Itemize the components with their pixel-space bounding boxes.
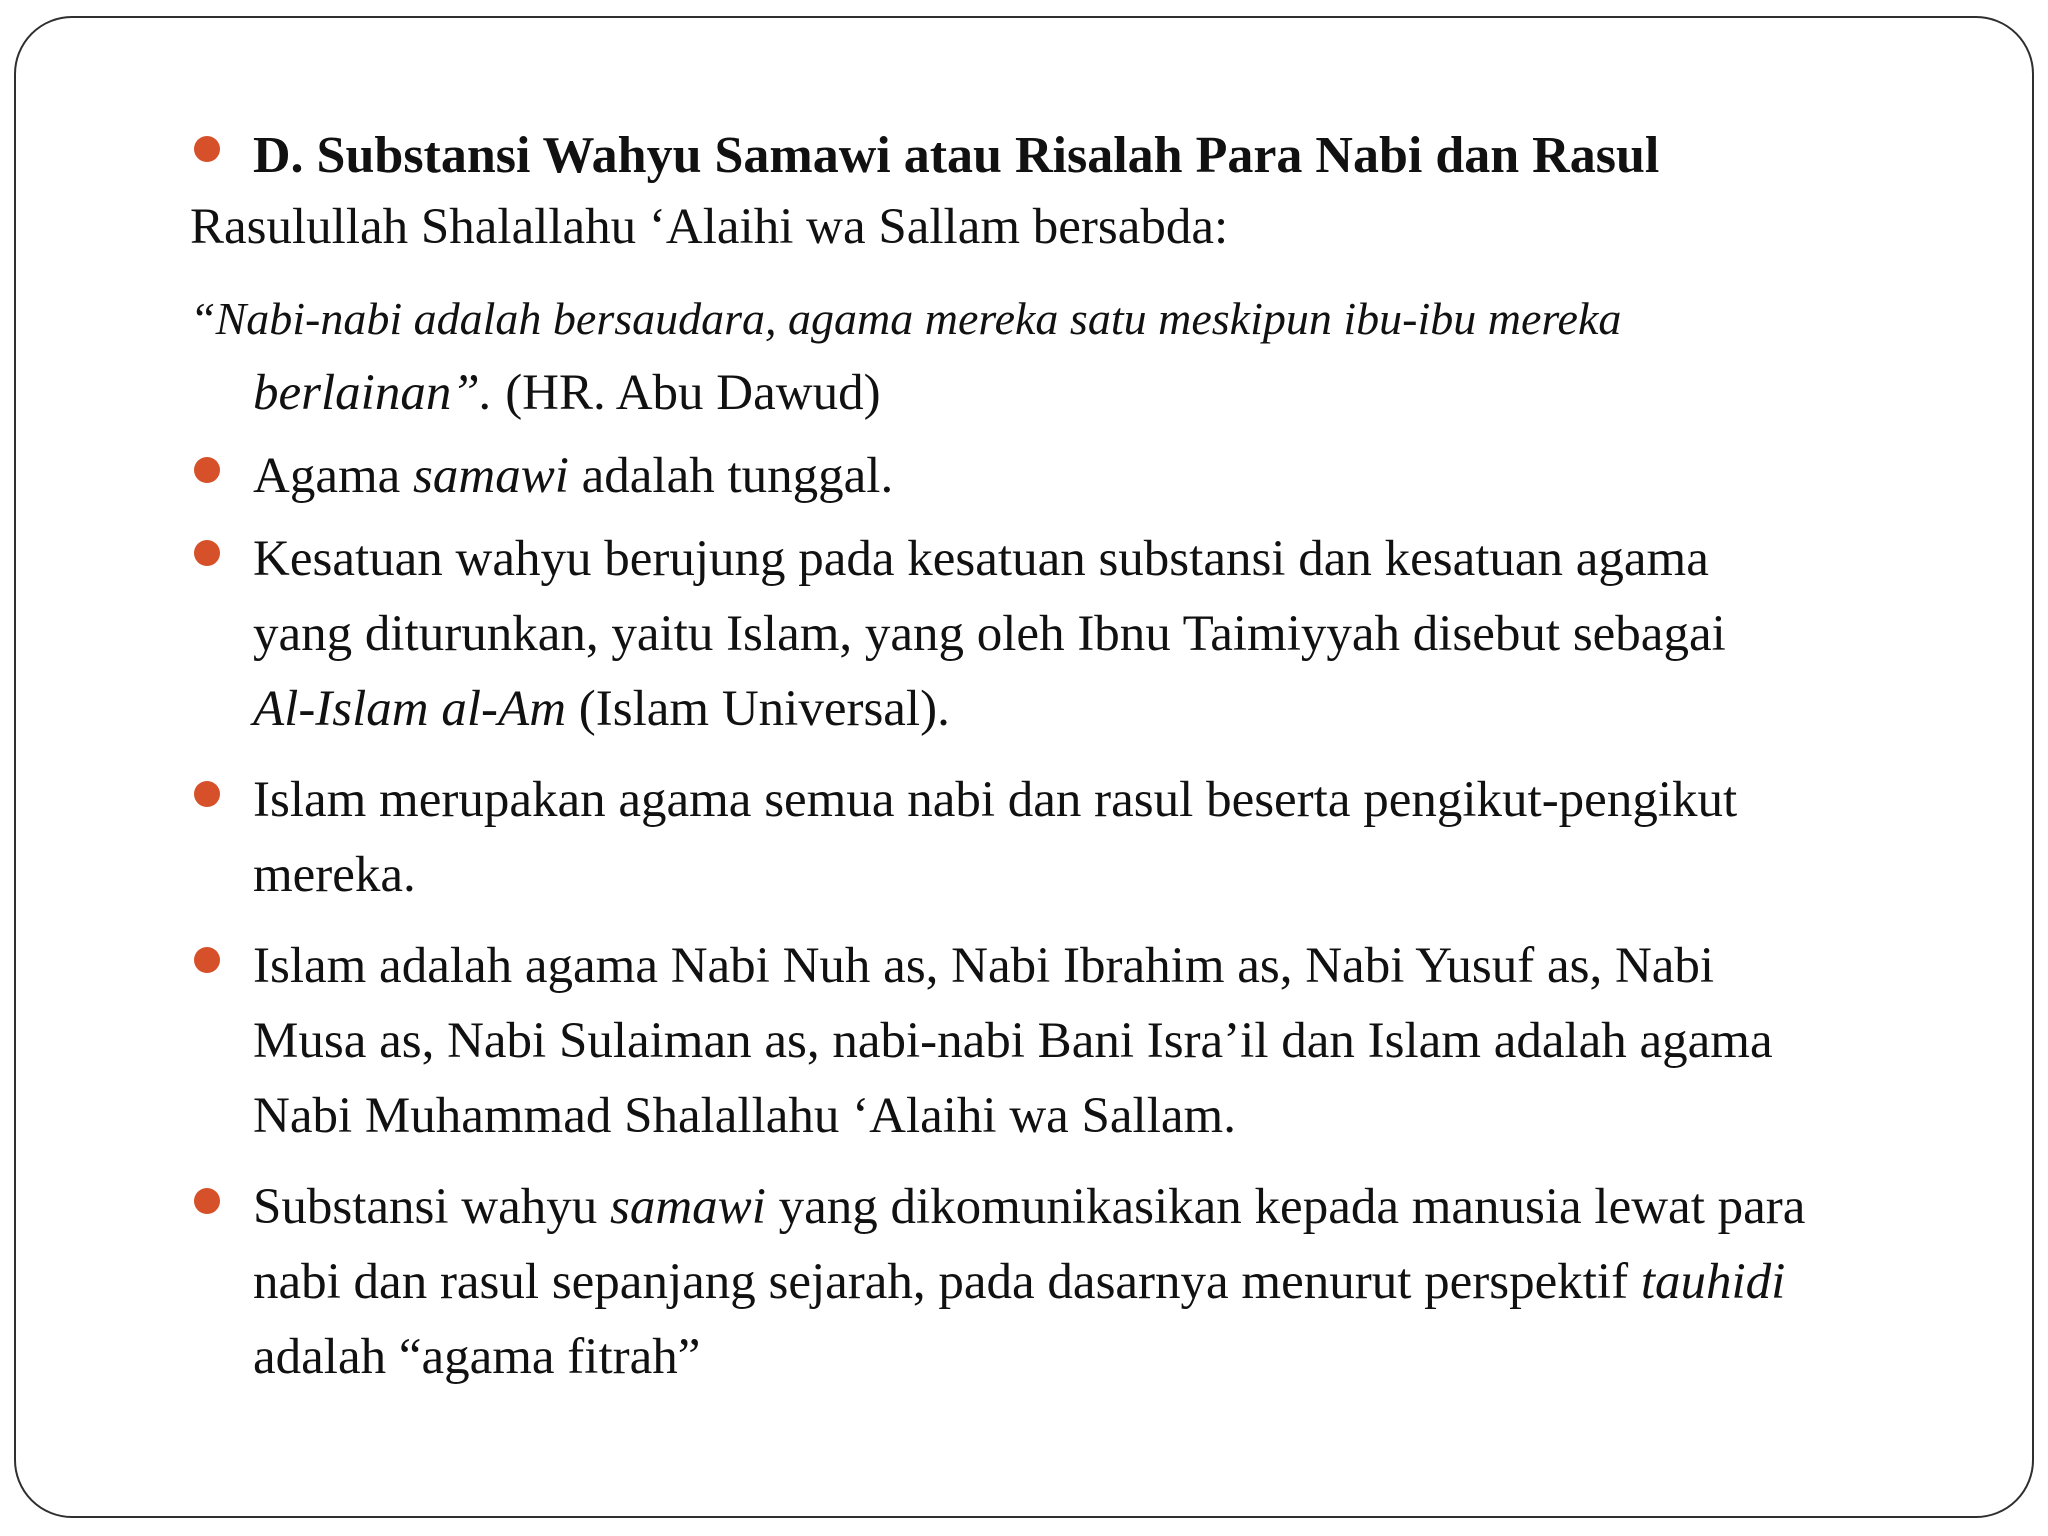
quote-line-2	[190, 356, 1950, 431]
hadith-intro: Rasulullah Shalallahu ‘Alaihi wa Sallam bersabda:	[190, 199, 1229, 255]
bullet-4-line-3: Nabi Muhammad Shalallahu ‘Alaihi wa Sallam.	[253, 1088, 1236, 1144]
quote-source: (HR. Abu Dawud)	[492, 365, 881, 421]
bullet-5-line-2-pre: nabi dan rasul sepanjang sejarah, pada dasarnya menurut perspektif	[253, 1254, 1641, 1310]
bullet-1-post: adalah tunggal.	[568, 448, 894, 504]
bullet-2-italic: Al-Islam al-Am	[253, 681, 567, 737]
bullet-dot	[194, 1188, 220, 1214]
bullet-5-line-2	[253, 1245, 1950, 1320]
hadith-quote	[190, 281, 1950, 431]
bullet-2-line-3-plain: (Islam Universal).	[566, 681, 950, 737]
bullet-2-line-3	[253, 672, 1950, 747]
slide-heading: D. Substansi Wahyu Samawi atau Risalah Para Nabi dan Rasul	[253, 127, 1660, 184]
bullet-2-line-2: yang diturunkan, yaitu Islam, yang oleh Ibnu Taimiyyah disebut sebagai	[253, 606, 1726, 662]
bullet-5-italic: samawi	[610, 1179, 766, 1235]
bullet-item-5	[190, 1170, 1950, 1395]
bullet-4-line-1: Islam adalah agama Nabi Nuh as, Nabi Ibrahim as, Nabi Yusuf as, Nabi	[253, 938, 1715, 994]
bullet-item-1	[190, 439, 1950, 514]
bullet-item-3	[190, 763, 1950, 913]
bullet-item-2	[190, 522, 1950, 747]
quote-line-2-italic: berlainan”.	[253, 365, 493, 421]
bullet-dot	[194, 457, 220, 483]
bullet-5-line-2-italic: tauhidi	[1640, 1254, 1786, 1310]
slide-content	[190, 118, 1950, 1395]
bullet-dot	[194, 781, 220, 807]
bullet-dot	[194, 540, 220, 566]
bullet-2-line-1: Kesatuan wahyu berujung pada kesatuan substansi dan kesatuan agama	[253, 531, 1709, 587]
bullet-4-line-2: Musa as, Nabi Sulaiman as, nabi-nabi Bani Isra’il dan Islam adalah agama	[253, 1013, 1773, 1069]
bullet-item-4	[190, 929, 1950, 1154]
bullet-dot	[194, 947, 220, 973]
bullet-5-line-1	[253, 1170, 1950, 1245]
bullet-5-post: yang dikomunikasikan kepada manusia lewat para	[765, 1179, 1806, 1235]
bullet-5-line-3: adalah “agama fitrah”	[253, 1329, 701, 1385]
quote-line-1: “Nabi-nabi adalah bersaudara, agama mereka satu meskipun ibu-ibu mereka	[190, 293, 1622, 344]
bullet-dot	[194, 136, 220, 162]
bullet-3-line-2: mereka.	[253, 847, 416, 903]
bullet-1-italic: samawi	[413, 448, 569, 504]
bullet-3-line-1: Islam merupakan agama semua nabi dan rasul beserta pengikut-pengikut	[253, 772, 1738, 828]
heading-bullet	[190, 118, 1950, 193]
bullet-1-pre: Agama	[253, 448, 414, 504]
bullet-5-pre: Substansi wahyu	[253, 1179, 610, 1235]
